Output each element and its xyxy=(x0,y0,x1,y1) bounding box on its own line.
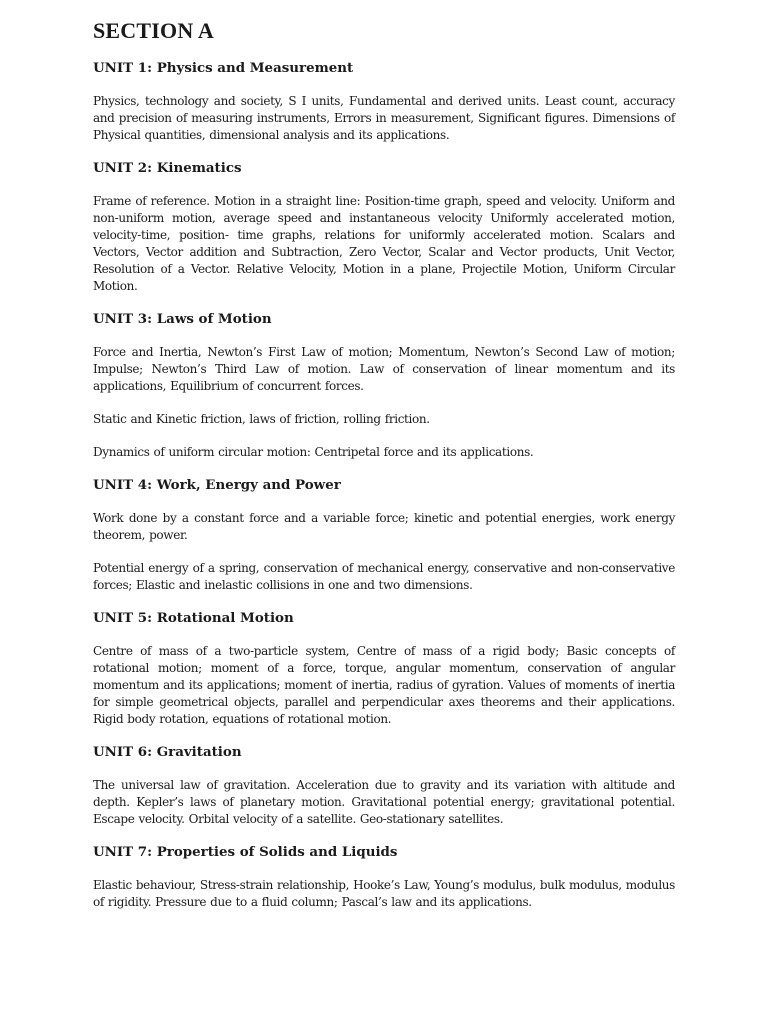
unit-paragraph: The universal law of gravitation. Acceleration due to gravity and its variation with altitude and depth. Kepler’s laws of planetary motion. Gravitational potential energy; gravitational potential. Escape velocity. Orbital velocity of a satellite. Geo-stationary satellites. xyxy=(93,778,675,826)
unit-1 xyxy=(93,60,675,144)
document-page xyxy=(93,18,675,927)
unit-paragraph: Potential energy of a spring, conservation of mechanical energy, conservative and non-conservative forces; Elastic and inelastic collisions in one and two dimensions. xyxy=(93,561,675,592)
unit-5 xyxy=(93,610,675,728)
unit-paragraph: Static and Kinetic friction, laws of friction, rolling friction. xyxy=(93,412,430,426)
unit-2 xyxy=(93,160,675,295)
unit-7 xyxy=(93,844,675,911)
unit-paragraph: Work done by a constant force and a variable force; kinetic and potential energies, work energy theorem, power. xyxy=(93,511,675,542)
unit-paragraph: Frame of reference. Motion in a straight line: Position-time graph, speed and velocity. Uniform and non-uniform motion, average speed and instantaneous velocity Uniformly accelerated motion, velocity-time, position- time graphs, relations for uniformly accelerated motion. Scalars and Vectors, Vector addition and Subtraction, Zero Vector, Scalar and Vector products, Unit Vector, Resolution of a Vector. Relative Velocity, Motion in a plane, Projectile Motion, Uniform Circular Motion. xyxy=(93,194,675,293)
unit-title: UNIT 2: Kinematics xyxy=(93,160,242,176)
unit-title: UNIT 5: Rotational Motion xyxy=(93,610,294,626)
section-title: SECTION A xyxy=(93,18,215,43)
unit-paragraph: Elastic behaviour, Stress-strain relationship, Hooke’s Law, Young’s modulus, bulk modulus, modulus of rigidity. Pressure due to a fluid column; Pascal’s law and its applications. xyxy=(93,878,675,909)
unit-paragraph: Physics, technology and society, S I units, Fundamental and derived units. Least count, accuracy and precision of measuring instruments, Errors in measurement, Significant figures. Dimensions of Physical quantities, dimensional analysis and its applications. xyxy=(93,94,675,142)
unit-paragraph: Dynamics of uniform circular motion: Centripetal force and its applications. xyxy=(93,445,534,459)
unit-title: UNIT 7: Properties of Solids and Liquids xyxy=(93,844,398,860)
unit-paragraph: Force and Inertia, Newton’s First Law of motion; Momentum, Newton’s Second Law of motion; Impulse; Newton’s Third Law of motion. Law of conservation of linear momentum and its applications, Equilibrium of concurrent forces. xyxy=(93,345,675,393)
unit-title: UNIT 6: Gravitation xyxy=(93,744,242,760)
unit-6 xyxy=(93,744,675,828)
unit-title: UNIT 4: Work, Energy and Power xyxy=(93,477,341,493)
unit-3 xyxy=(93,311,675,461)
unit-paragraph: Centre of mass of a two-particle system, Centre of mass of a rigid body; Basic concepts of rotational motion; moment of a force, torque, angular momentum, conservation of angular momentum and its applications; moment of inertia, radius of gyration. Values of moments of inertia for simple geometrical objects, parallel and perpendicular axes theorems and their applications. Rigid body rotation, equations of rotational motion. xyxy=(93,644,675,726)
unit-4 xyxy=(93,477,675,594)
unit-title: UNIT 1: Physics and Measurement xyxy=(93,60,354,76)
unit-title: UNIT 3: Laws of Motion xyxy=(93,311,272,327)
